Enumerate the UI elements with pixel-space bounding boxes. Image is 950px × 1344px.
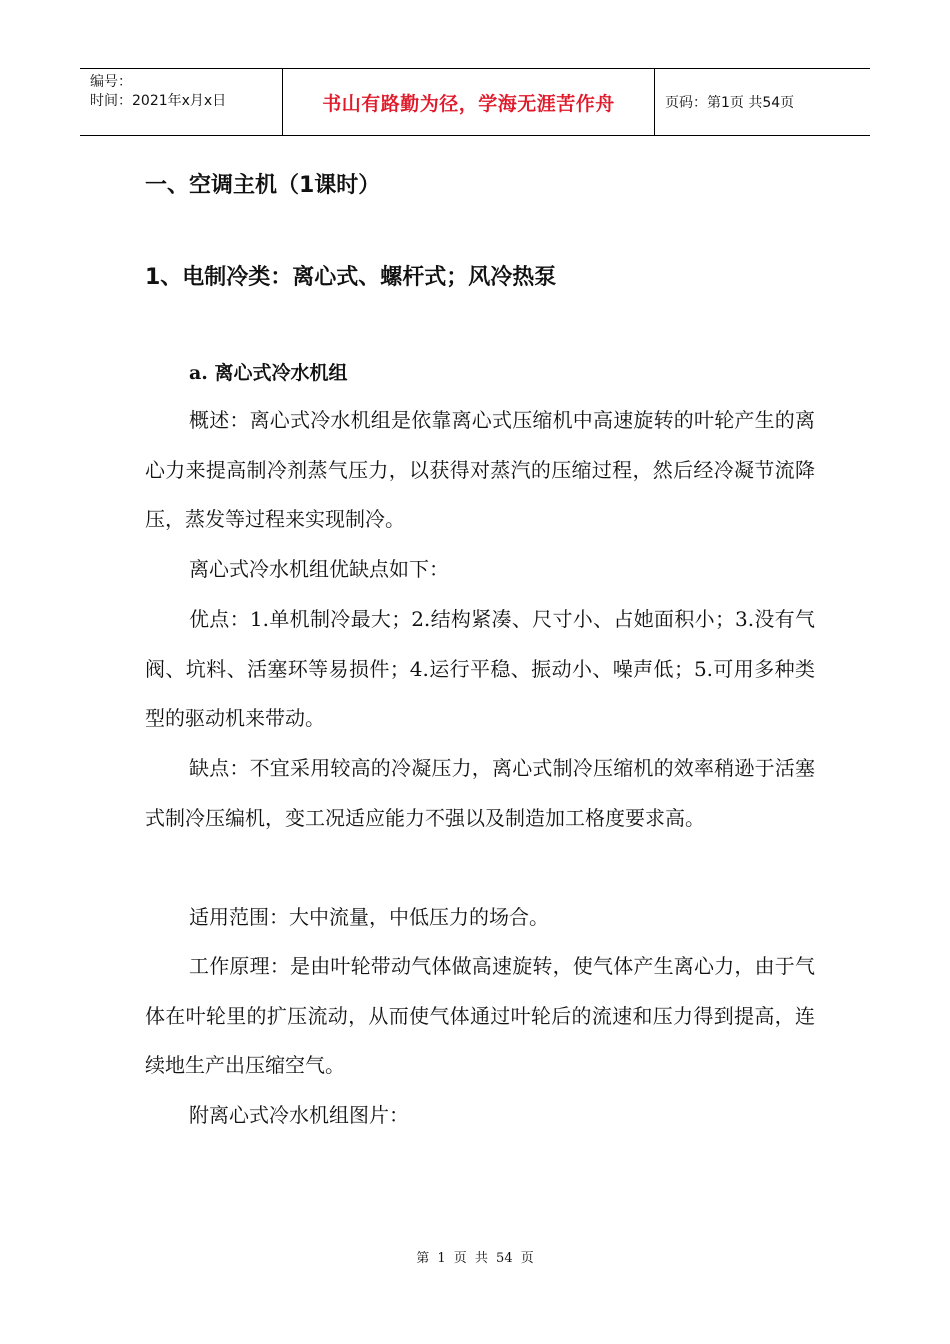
serial-number-label: 编号： bbox=[90, 74, 132, 90]
page-footer: 第 1 页 共 54 页 bbox=[416, 1251, 534, 1266]
paragraph-overview: 概述：离心式冷水机组是依靠离心式压缩机中高速旋转的叶轮产生的离心力来提高制冷剂蒸气压力，以获得对蒸汽的压缩过程，然后经冷凝节流降压，蒸发等过程来实现制冷。 bbox=[145, 408, 815, 531]
header-motto: 书山有路勤为径，学海无涯苦作舟 bbox=[283, 69, 655, 135]
date-label: 时间：2021年x月x日 bbox=[90, 93, 227, 109]
paragraph-working-principle: 工作原理：是由叶轮带动气体做高速旋转，使气体产生离心力，由于气体在叶轮里的扩压流动，从而使气体通过叶轮后的流速和压力得到提高，连续地生产出压缩空气。 bbox=[145, 954, 815, 1077]
item-heading: a. 离心式冷水机组 bbox=[189, 362, 348, 384]
paragraph-pros-cons-intro: 离心式冷水机组优缺点如下： bbox=[189, 557, 449, 581]
paragraph-disadvantages: 缺点：不宜采用较高的冷凝压力，离心式制冷压缩机的效率稍逊于活塞式制冷压编机，变工况适应能力不强以及制造加工格度要求高。 bbox=[145, 756, 815, 830]
paragraph-applicable-range: 适用范围：大中流量，中低压力的场合。 bbox=[189, 905, 549, 929]
paragraph-image-caption: 附离心式冷水机组图片： bbox=[189, 1103, 409, 1127]
paragraph-advantages: 优点：1.单机制冷最大；2.结构紧凑、尺寸小、占她面积小；3.没有气阀、坑料、活塞环等易损件；4.运行平稳、振动小、噪声低；5.可用多种类型的驱动机来带动。 bbox=[145, 607, 815, 730]
document-header bbox=[80, 68, 870, 136]
subsection-heading: 1、电制冷类：离心式、螺杆式；风冷热泵 bbox=[145, 265, 557, 290]
section-heading: 一、空调主机（1课时） bbox=[145, 173, 381, 198]
header-page-info: 页码：第1页 共54页 bbox=[665, 95, 795, 111]
header-meta bbox=[80, 69, 283, 135]
